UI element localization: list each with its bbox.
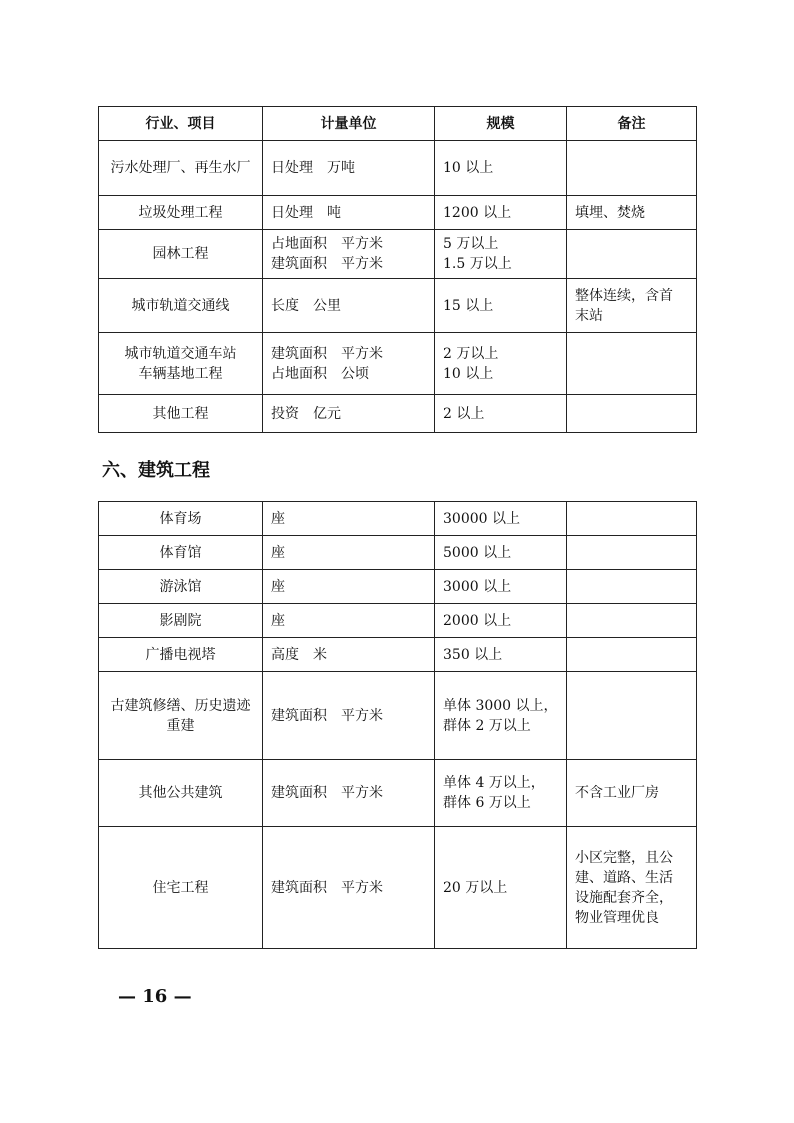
scale-cell-line: 20 万以上 — [443, 879, 508, 896]
scale-cell — [435, 638, 567, 672]
note-cell — [567, 570, 697, 604]
note-cell-line: 小区完整，且公 — [575, 849, 673, 866]
note-cell-line: 建、道路、生活 — [575, 869, 673, 886]
table-row — [99, 196, 697, 230]
scale-cell — [435, 333, 567, 395]
unit-cell — [263, 672, 435, 760]
unit-cell-line: 日处理 万吨 — [271, 160, 355, 176]
item-cell — [99, 333, 263, 395]
item-cell — [99, 760, 263, 827]
scale-cell-line: 2000 以上 — [443, 612, 512, 629]
table-row — [99, 760, 697, 827]
item-cell — [99, 279, 263, 333]
unit-cell — [263, 141, 435, 196]
scale-cell — [435, 672, 567, 760]
item-cell-line: 车辆基地工程 — [138, 365, 223, 382]
table-row — [99, 672, 697, 760]
table-row — [99, 570, 697, 604]
note-cell — [567, 395, 697, 433]
note-cell — [567, 536, 697, 570]
table-row — [99, 230, 697, 279]
column-header: 规模 — [435, 107, 567, 141]
item-cell — [99, 395, 263, 433]
unit-cell-line: 建筑面积 平方米 — [271, 879, 383, 896]
note-cell — [567, 279, 697, 333]
table-row — [99, 141, 697, 196]
note-cell-line: 填埋、焚烧 — [575, 204, 645, 221]
scale-cell-line: 15 以上 — [443, 297, 494, 314]
note-cell-line: 末站 — [575, 307, 603, 324]
item-cell-text: 住宅工程 — [152, 879, 209, 896]
unit-cell-line: 建筑面积 平方米 — [271, 256, 383, 272]
page-number: — 16 — — [118, 986, 192, 1007]
scale-cell-line: 1.5 万以上 — [443, 256, 512, 272]
scale-cell-line: 2 万以上 — [443, 345, 499, 362]
column-header: 计量单位 — [263, 107, 435, 141]
note-cell-line: 不含工业厂房 — [575, 785, 659, 801]
item-cell — [99, 230, 263, 279]
scale-cell-line: 单体 3000 以上， — [443, 697, 558, 714]
unit-cell-line: 座 — [271, 612, 285, 629]
scale-cell — [435, 570, 567, 604]
unit-cell-line: 投资 亿元 — [271, 405, 341, 422]
unit-cell — [263, 395, 435, 433]
item-cell-text: 体育馆 — [159, 544, 202, 561]
unit-cell-line: 座 — [271, 544, 285, 561]
unit-cell — [263, 333, 435, 395]
scale-cell — [435, 230, 567, 279]
item-cell-text: 污水处理厂、再生水厂 — [110, 160, 251, 176]
note-cell — [567, 502, 697, 536]
item-cell-text: 其他公共建筑 — [138, 785, 223, 801]
unit-cell — [263, 638, 435, 672]
note-cell — [567, 672, 697, 760]
note-cell — [567, 141, 697, 196]
column-header: 备注 — [567, 107, 697, 141]
unit-cell-line: 座 — [271, 510, 285, 527]
table-row — [99, 333, 697, 395]
scale-cell-line: 群体 6 万以上 — [443, 795, 531, 811]
table-row — [99, 536, 697, 570]
unit-cell-line: 日处理 吨 — [271, 204, 341, 221]
scale-cell-line: 3000 以上 — [443, 578, 512, 595]
unit-cell-line: 建筑面积 平方米 — [271, 345, 383, 362]
unit-cell — [263, 827, 435, 949]
note-cell — [567, 604, 697, 638]
item-cell-text: 影剧院 — [159, 612, 202, 629]
scale-cell — [435, 196, 567, 230]
item-cell — [99, 570, 263, 604]
unit-cell — [263, 570, 435, 604]
scale-cell — [435, 760, 567, 827]
scale-cell — [435, 395, 567, 433]
note-cell — [567, 638, 697, 672]
table-row — [99, 502, 697, 536]
note-cell — [567, 230, 697, 279]
unit-cell-line: 建筑面积 平方米 — [271, 707, 383, 724]
item-cell — [99, 827, 263, 949]
unit-cell — [263, 279, 435, 333]
unit-cell — [263, 604, 435, 638]
scale-cell-line: 10 以上 — [443, 160, 494, 176]
note-cell — [567, 760, 697, 827]
table-row — [99, 279, 697, 333]
unit-cell — [263, 536, 435, 570]
scale-table-municipal — [98, 106, 697, 433]
unit-cell-line: 占地面积 平方米 — [271, 236, 383, 252]
item-cell — [99, 502, 263, 536]
scale-cell — [435, 536, 567, 570]
unit-cell — [263, 196, 435, 230]
item-cell-text: 体育场 — [159, 510, 202, 527]
unit-cell — [263, 502, 435, 536]
column-header: 行业、项目 — [99, 107, 263, 141]
scale-cell-line: 10 以上 — [443, 365, 494, 382]
scale-cell — [435, 279, 567, 333]
unit-cell — [263, 230, 435, 279]
scale-cell — [435, 604, 567, 638]
scale-cell-line: 30000 以上 — [443, 510, 520, 527]
scale-cell — [435, 502, 567, 536]
item-cell — [99, 604, 263, 638]
table-row — [99, 395, 697, 433]
item-cell — [99, 141, 263, 196]
note-cell-line: 物业管理优良 — [575, 909, 659, 926]
table-row — [99, 638, 697, 672]
scale-cell — [435, 141, 567, 196]
unit-cell-line: 高度 米 — [271, 646, 327, 663]
note-cell-line: 设施配套齐全， — [575, 889, 673, 906]
scale-cell — [435, 827, 567, 949]
unit-cell — [263, 760, 435, 827]
item-cell-text: 其他工程 — [152, 405, 209, 422]
item-cell — [99, 196, 263, 230]
item-cell-text: 广播电视塔 — [145, 646, 216, 663]
table-header-row — [99, 107, 697, 141]
item-cell — [99, 672, 263, 760]
scale-cell-line: 5000 以上 — [443, 544, 512, 561]
item-cell-line: 城市轨道交通车站 — [124, 345, 237, 362]
table-row — [99, 827, 697, 949]
item-cell-text: 园林工程 — [152, 246, 209, 262]
item-cell — [99, 638, 263, 672]
note-cell — [567, 333, 697, 395]
scale-cell-line: 1200 以上 — [443, 204, 512, 221]
scale-cell-line: 350 以上 — [443, 646, 503, 663]
unit-cell-line: 长度 公里 — [271, 297, 341, 314]
unit-cell-line: 占地面积 公顷 — [271, 365, 369, 382]
unit-cell-line: 座 — [271, 578, 285, 595]
scale-cell-line: 单体 4 万以上， — [443, 775, 545, 791]
table-row — [99, 604, 697, 638]
item-cell-text: 古建筑修缮、历史遗迹重建 — [110, 697, 251, 734]
note-cell — [567, 196, 697, 230]
item-cell-text: 垃圾处理工程 — [138, 204, 223, 221]
scale-cell-line: 2 以上 — [443, 405, 485, 422]
note-cell-line: 整体连续，含首 — [575, 287, 673, 304]
unit-cell-line: 建筑面积 平方米 — [271, 785, 383, 801]
scale-cell-line: 5 万以上 — [443, 236, 499, 252]
scale-table-construction — [98, 501, 697, 949]
section-heading: 六、建筑工程 — [102, 460, 210, 481]
scale-cell-line: 群体 2 万以上 — [443, 717, 531, 734]
item-cell-text: 城市轨道交通线 — [131, 297, 230, 314]
item-cell-text: 游泳馆 — [159, 578, 202, 595]
note-cell — [567, 827, 697, 949]
item-cell — [99, 536, 263, 570]
